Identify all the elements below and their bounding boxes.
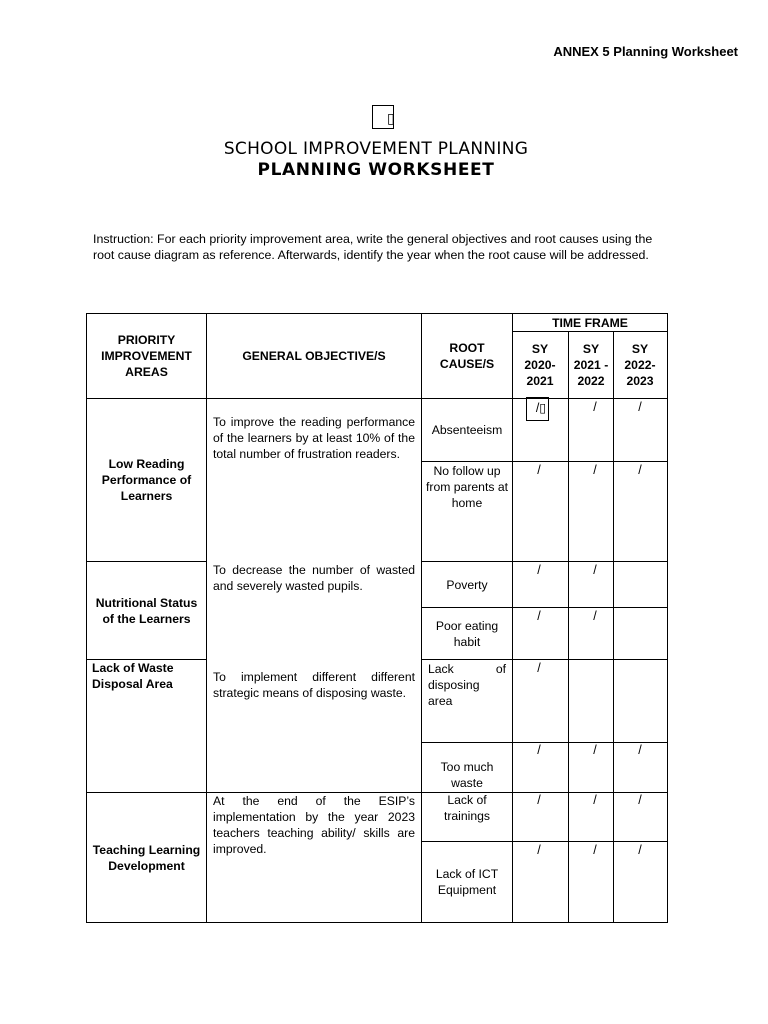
header-time-frame: TIME FRAME: [552, 315, 628, 330]
timeframe-mark: /: [537, 743, 541, 757]
instruction-text: Instruction: For each priority improvement area, write the general objectives and root causes using the root cause diagram as reference. Afterwards, identify the year when the root cause will be addressed.: [93, 232, 653, 262]
timeframe-mark: /: [638, 793, 642, 807]
header-sy-2021: SY 2021 - 2022: [573, 342, 609, 388]
timeframe-mark: /: [537, 609, 541, 623]
timeframe-mark: /: [593, 843, 597, 857]
root-cause: Lack of disposing area: [428, 662, 506, 708]
priority-area: Teaching Learning Development: [92, 842, 201, 873]
root-cause: No follow up from parents at home: [426, 464, 508, 510]
timeframe-mark: /: [537, 463, 541, 477]
root-cause: Too much waste: [440, 760, 494, 790]
timeframe-mark: /: [537, 793, 541, 807]
timeframe-mark: /: [537, 843, 541, 857]
page-subtitle: PLANNING WORKSHEET: [257, 160, 495, 180]
header-priority: PRIORITY IMPROVEMENT AREAS: [101, 333, 192, 379]
timeframe-mark: /: [593, 743, 597, 757]
header-root-cause: ROOT CAUSE/S: [439, 341, 495, 371]
timeframe-mark: /: [638, 843, 642, 857]
header-objective: GENERAL OBJECTIVE/S: [242, 349, 386, 363]
header-sy-2020: SY 2020-2021: [524, 342, 556, 388]
timeframe-mark: /: [593, 400, 597, 414]
annex-label: ANNEX 5 Planning Worksheet: [553, 44, 738, 59]
root-cause: Lack of trainings: [443, 793, 491, 823]
timeframe-mark: /: [638, 743, 642, 757]
priority-area: Lack of Waste Disposal Area: [92, 661, 174, 691]
timeframe-mark: /: [537, 661, 541, 675]
root-cause: Poverty: [446, 577, 488, 592]
root-cause: Poor eating habit: [435, 618, 499, 649]
priority-area: Nutritional Status of the Learners: [95, 595, 198, 626]
general-objective: At the end of the ESIP’s implementation by the year 2023 teachers teaching ability/ skills are improved.: [213, 794, 415, 856]
root-cause: Lack of ICT Equipment: [435, 867, 499, 897]
timeframe-mark: /: [593, 793, 597, 807]
timeframe-mark: /: [593, 563, 597, 577]
general-objective: To improve the reading performance of the learners by at least 10% of the total number of frustration readers.: [213, 415, 415, 461]
root-cause: Absenteeism: [431, 423, 503, 437]
page-title: SCHOOL IMPROVEMENT PLANNING: [223, 139, 529, 159]
header-sy-2022: SY 2022-2023: [624, 342, 656, 388]
timeframe-mark: /: [593, 609, 597, 623]
timeframe-mark: /: [638, 463, 642, 477]
checkbox-glyph: ▯: [387, 111, 395, 127]
priority-area: Low Reading Performance of Learners: [101, 457, 192, 503]
general-objective: To decrease the number of wasted and severely wasted pupils.: [213, 563, 415, 593]
timeframe-mark: /: [638, 400, 642, 414]
general-objective: To implement different different strategic means of disposing waste.: [213, 670, 415, 700]
timeframe-mark: /▯: [535, 401, 547, 415]
timeframe-mark: /: [593, 463, 597, 477]
timeframe-mark: /: [537, 563, 541, 577]
